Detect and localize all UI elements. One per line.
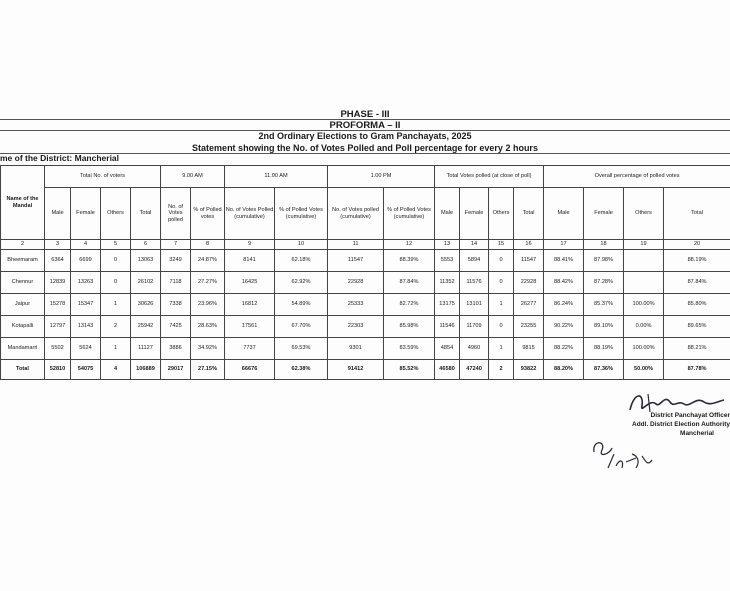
table-cell: 89.65% xyxy=(664,316,730,338)
table-cell: 1 xyxy=(101,338,131,360)
table-cell: 88.22% xyxy=(544,338,584,360)
table-cell: 12797 xyxy=(45,316,71,338)
signatory-authority: Addl. District Election Authority xyxy=(632,420,730,428)
proforma-heading: PROFORMA – II xyxy=(329,120,401,131)
table-cell: 2 xyxy=(101,316,131,338)
table-cell: 27.15% xyxy=(191,360,225,380)
table-cell: 15347 xyxy=(71,294,101,316)
col-mandal-name: Name of the Mandal xyxy=(1,166,45,240)
table-cell: 50.00% xyxy=(624,360,664,380)
header-row xyxy=(1,166,730,188)
col-number: 9 xyxy=(225,240,275,250)
table-cell: 62.92% xyxy=(275,272,328,294)
table-cell: 5502 xyxy=(45,338,71,360)
table-cell: 89.10% xyxy=(584,316,624,338)
col-number: 8 xyxy=(191,240,225,250)
col-number: 5 xyxy=(101,240,131,250)
table-cell: 5553 xyxy=(435,250,460,272)
col-number: 20 xyxy=(664,240,730,250)
table-cell: 4 xyxy=(101,360,131,380)
col-number: 6 xyxy=(131,240,161,250)
table-cell: 83.59% xyxy=(384,338,435,360)
table-cell: 82.72% xyxy=(384,294,435,316)
col-number: 14 xyxy=(460,240,489,250)
table-cell: 62.18% xyxy=(275,250,328,272)
table-cell: 0 xyxy=(489,272,514,294)
col-number: 7 xyxy=(161,240,191,250)
group-close-of-poll: Total Votes polled (at close of poll) xyxy=(435,166,544,188)
sub-header: Male xyxy=(45,188,71,240)
sub-header: Others xyxy=(489,188,514,240)
table-cell: 16812 xyxy=(225,294,275,316)
table-cell: 13063 xyxy=(131,250,161,272)
sub-header: % of Polled Votes (cumulative) xyxy=(275,188,328,240)
table-cell: 4960 xyxy=(460,338,489,360)
table-cell: 12839 xyxy=(45,272,71,294)
table-cell: 11546 xyxy=(435,316,460,338)
table-cell: 25942 xyxy=(131,316,161,338)
table-cell xyxy=(624,250,664,272)
sub-header-row xyxy=(1,188,730,240)
table-cell: 7425 xyxy=(161,316,191,338)
table-cell: 11709 xyxy=(460,316,489,338)
total-row xyxy=(1,360,730,380)
group-overall: Overall percentage of polled votes xyxy=(544,166,730,188)
col-number: 3 xyxy=(45,240,71,250)
table-cell: 26277 xyxy=(514,294,544,316)
sub-header: No. of Votes polled xyxy=(161,188,191,240)
table-cell: 6364 xyxy=(45,250,71,272)
table-cell: 11576 xyxy=(460,272,489,294)
table-cell: 7118 xyxy=(161,272,191,294)
table-cell: 87.78% xyxy=(664,360,730,380)
sub-header: No. of Votes polled (cumulative) xyxy=(328,188,384,240)
table-row xyxy=(1,338,730,360)
table-cell: 62.38% xyxy=(275,360,328,380)
col-number: 17 xyxy=(544,240,584,250)
table-cell: 8141 xyxy=(225,250,275,272)
table-cell: 24.87% xyxy=(191,250,225,272)
table-cell: 0.00% xyxy=(624,316,664,338)
table-cell: 30626 xyxy=(131,294,161,316)
table-cell: 88.20% xyxy=(544,360,584,380)
phase-heading: PHASE - III xyxy=(340,109,390,120)
table-cell: 87.98% xyxy=(584,250,624,272)
table-cell: 15278 xyxy=(45,294,71,316)
votes-polled-table xyxy=(0,165,730,380)
table-cell: 23.96% xyxy=(191,294,225,316)
table-row xyxy=(1,294,730,316)
table-cell: 88.19% xyxy=(584,338,624,360)
mandal-name-cell: Mandamarri xyxy=(1,338,45,360)
table-cell: 3249 xyxy=(161,250,191,272)
table-cell xyxy=(624,272,664,294)
table-cell: 85.80% xyxy=(664,294,730,316)
table-cell: 91412 xyxy=(328,360,384,380)
district-name: me of the District: Mancherial xyxy=(0,153,120,163)
table-cell: 28.63% xyxy=(191,316,225,338)
table-cell: 86.24% xyxy=(544,294,584,316)
table-cell: 52810 xyxy=(45,360,71,380)
table-cell: 7338 xyxy=(161,294,191,316)
col-number: 4 xyxy=(71,240,101,250)
table-cell: 3886 xyxy=(161,338,191,360)
table-cell: 34.92% xyxy=(191,338,225,360)
table-cell: 6699 xyxy=(71,250,101,272)
table-cell: 1 xyxy=(489,294,514,316)
col-number: 19 xyxy=(624,240,664,250)
col-number: 10 xyxy=(275,240,328,250)
mandal-name-cell: Chennur xyxy=(1,272,45,294)
signatory-location: Mancherial xyxy=(680,429,714,437)
table-row xyxy=(1,250,730,272)
table-cell: 11547 xyxy=(328,250,384,272)
col-number: 11 xyxy=(328,240,384,250)
table-cell: 85.52% xyxy=(384,360,435,380)
table-cell: 0 xyxy=(489,316,514,338)
col-number: 12 xyxy=(384,240,435,250)
sub-header: Others xyxy=(624,188,664,240)
table-cell: 0 xyxy=(489,250,514,272)
table-cell: 67.70% xyxy=(275,316,328,338)
sub-header: % of Polled votes xyxy=(191,188,225,240)
table-cell: 87.36% xyxy=(584,360,624,380)
sub-header: Female xyxy=(71,188,101,240)
table-cell: 5624 xyxy=(71,338,101,360)
table-cell: 85.37% xyxy=(584,294,624,316)
table-cell: 46580 xyxy=(435,360,460,380)
table-cell: 11352 xyxy=(435,272,460,294)
table-cell: 88.42% xyxy=(544,272,584,294)
table-cell: 90.22% xyxy=(544,316,584,338)
table-cell: 23255 xyxy=(514,316,544,338)
table-cell: 22303 xyxy=(328,316,384,338)
table-cell: 0 xyxy=(101,272,131,294)
table-cell: 11547 xyxy=(514,250,544,272)
table-cell: 9815 xyxy=(514,338,544,360)
group-9am: 9.00 AM xyxy=(161,166,225,188)
column-number-row xyxy=(1,240,730,250)
table-cell: 1 xyxy=(101,294,131,316)
mandal-name-cell: Jaipur xyxy=(1,294,45,316)
mandal-name-cell: Kotapalli xyxy=(1,316,45,338)
table-cell: 100.00% xyxy=(624,294,664,316)
table-cell: 29017 xyxy=(161,360,191,380)
table-cell: 5894 xyxy=(460,250,489,272)
col-number: 2 xyxy=(1,240,45,250)
table-cell: 87.28% xyxy=(584,272,624,294)
table-cell: 13143 xyxy=(71,316,101,338)
table-cell: 17561 xyxy=(225,316,275,338)
sub-header: % of Polled Votes (cumulative) xyxy=(384,188,435,240)
table-cell: 13101 xyxy=(460,294,489,316)
mandal-name-cell: Bheemaram xyxy=(1,250,45,272)
table-cell: 100.00% xyxy=(624,338,664,360)
table-cell: 13263 xyxy=(71,272,101,294)
table-cell: 2 xyxy=(489,360,514,380)
total-label: Total xyxy=(1,360,45,380)
col-number: 13 xyxy=(435,240,460,250)
table-cell: 54075 xyxy=(71,360,101,380)
sub-header: Female xyxy=(460,188,489,240)
col-number: 16 xyxy=(514,240,544,250)
election-heading: 2nd Ordinary Elections to Gram Panchayats, 2025 xyxy=(258,131,472,141)
table-cell: 9301 xyxy=(328,338,384,360)
table-row xyxy=(1,272,730,294)
table-cell: 22928 xyxy=(514,272,544,294)
initials-scribble xyxy=(588,432,658,476)
table-cell: 88.39% xyxy=(384,250,435,272)
table-cell: 0 xyxy=(101,250,131,272)
sub-header: Female xyxy=(584,188,624,240)
table-cell: 7737 xyxy=(225,338,275,360)
table-cell: 4854 xyxy=(435,338,460,360)
sub-header: Others xyxy=(101,188,131,240)
table-cell: 88.21% xyxy=(664,338,730,360)
sub-header: No. of Votes Polled (cumulative) xyxy=(225,188,275,240)
col-number: 18 xyxy=(584,240,624,250)
table-cell: 69.53% xyxy=(275,338,328,360)
table-cell: 22928 xyxy=(328,272,384,294)
sub-header: Male xyxy=(544,188,584,240)
statement-heading: Statement showing the No. of Votes Polled and Poll percentage for every 2 hours xyxy=(192,143,538,153)
table-cell: 27.27% xyxy=(191,272,225,294)
sub-header: Total xyxy=(514,188,544,240)
sub-header: Male xyxy=(435,188,460,240)
table-cell: 47240 xyxy=(460,360,489,380)
sub-header: Total xyxy=(131,188,161,240)
table-cell: 87.84% xyxy=(384,272,435,294)
group-total-voters: Total No. of voters xyxy=(45,166,161,188)
table-cell: 25333 xyxy=(328,294,384,316)
table-cell: 26102 xyxy=(131,272,161,294)
table-cell: 106889 xyxy=(131,360,161,380)
table-cell: 66676 xyxy=(225,360,275,380)
table-cell: 93822 xyxy=(514,360,544,380)
sub-header: Total xyxy=(664,188,730,240)
table-cell: 88.41% xyxy=(544,250,584,272)
table-row xyxy=(1,316,730,338)
table-cell: 54.89% xyxy=(275,294,328,316)
col-number: 15 xyxy=(489,240,514,250)
group-11am: 11.00 AM xyxy=(225,166,328,188)
table-cell: 1 xyxy=(489,338,514,360)
group-1pm: 1.00 PM xyxy=(328,166,435,188)
table-cell: 13175 xyxy=(435,294,460,316)
table-cell: 16425 xyxy=(225,272,275,294)
table-cell: 85.98% xyxy=(384,316,435,338)
table-cell: 88.19% xyxy=(664,250,730,272)
signatory-title: District Panchayat Officer xyxy=(650,412,730,419)
table-cell: 87.84% xyxy=(664,272,730,294)
table-cell: 11127 xyxy=(131,338,161,360)
